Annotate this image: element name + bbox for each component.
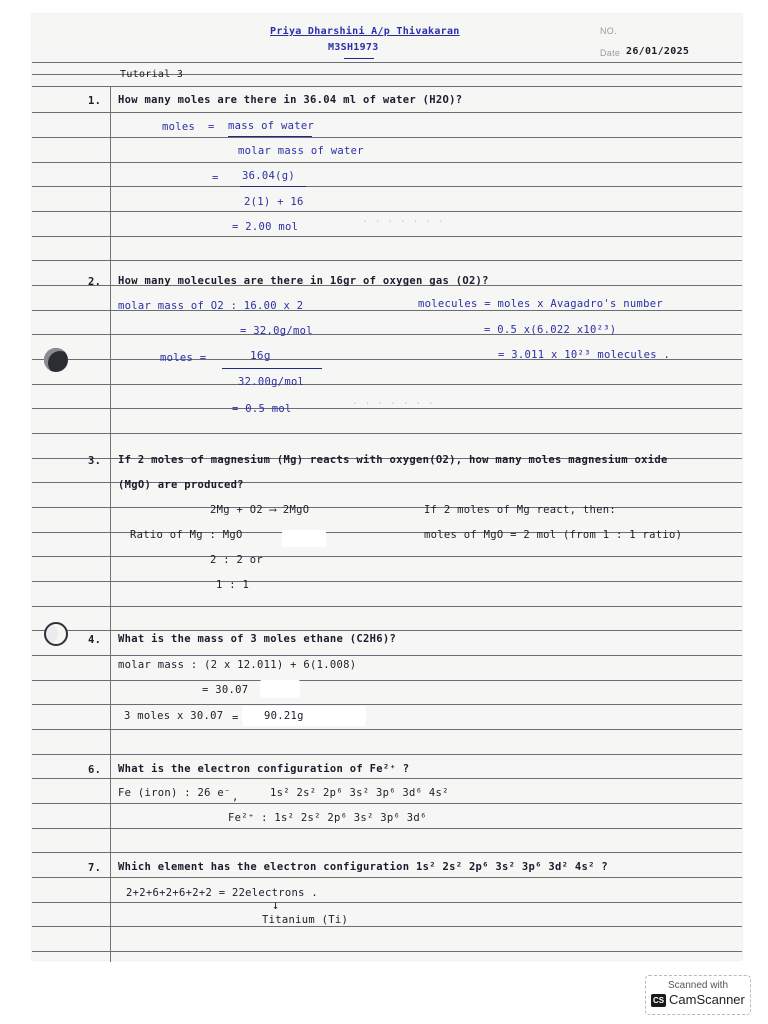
margin-line [110,86,111,962]
answer-line: moles of MgO = 2 mol (from 1 : 1 ratio) [424,529,683,541]
answer-line: 1 : 1 [216,579,250,591]
student-name: Priya Dharshini A/p Thivakaran [270,26,460,37]
ruled-line [32,186,742,187]
ruled-line [32,754,742,755]
ruled-line [32,852,742,853]
answer-line: = 3.011 x 10²³ molecules . [498,349,671,361]
student-id: M3SH1973 [328,42,379,53]
answer-line: = 0.5 x(6.022 x10²³) [484,324,617,336]
ruled-line [32,556,742,557]
ruled-line [32,384,742,385]
answer-line: Fe²⁺ : 1s² 2s² 2p⁶ 3s² 3p⁶ 3d⁶ [228,812,427,824]
ruled-line [32,211,742,212]
question-number: 7. [88,862,102,874]
question-text: (MgO) are produced? [118,479,244,491]
ruled-line [32,162,742,163]
answer-line: = [232,712,239,724]
blank-patch [242,706,366,726]
answer-line: 2Mg + O2 ⟶ 2MgO [210,504,310,516]
answer-line: = 32.0g/mol [240,325,313,337]
answer-line: = 30.07 [202,684,249,696]
camscanner-watermark [645,975,751,1015]
date-value: 26/01/2025 [626,46,690,57]
answer-line: 32.00g/mol [238,376,305,388]
question-number: 4. [88,634,102,646]
question-text: How many molecules are there in 16gr of oxygen gas (O2)? [118,275,489,287]
blank-patch [260,680,300,698]
question-number: 6. [88,764,102,776]
answer-line: 3 moles x 30.07 [124,710,224,722]
answer-line: mass of water [228,120,315,132]
answer-line: moles = [160,352,207,364]
answer-line: moles [162,121,196,133]
notebook-page [32,14,742,960]
date-label: Date [600,48,621,58]
answer-line: molar mass : (2 x 12.011) + 6(1.008) [118,659,357,671]
ruled-line [32,655,742,656]
ruled-line [32,236,742,237]
answer-line: = [212,172,219,184]
no-label: NO. [600,26,617,36]
answer-line: 2 : 2 or [210,554,263,566]
question-text: How many moles are there in 36.04 ml of water (H2O)? [118,94,463,106]
answer-line: 90.21g [264,710,304,722]
ruled-line [32,902,742,903]
punch-hole [44,622,68,646]
camscanner-label: CamScanner [669,992,745,1007]
answer-line: molar mass of water [238,145,364,157]
bleed-through: . . . . . . . [362,214,445,225]
answer-line: 2+2+6+2+6+2+2 = 22electrons . [126,887,319,899]
answer-line: molecules = moles x Avagadro's number [418,298,663,310]
ruled-line [32,112,742,113]
answer-line: Titanium (Ti) [262,914,349,926]
question-text: Which element has the electron configuration 1s² 2s² 2p⁶ 3s² 3p⁶ 3d² 4s² ? [118,861,608,873]
question-number: 1. [88,95,102,107]
question-text: If 2 moles of magnesium (Mg) reacts with oxygen(O2), how many moles magnesium oxide [118,454,668,466]
ruled-line [32,803,742,804]
bleed-through: . . . . . . . [352,396,435,407]
question-text: What is the electron configuration of Fe²⁺ ? [118,763,410,775]
answer-line: , [232,791,239,803]
ruled-line [32,951,742,952]
ruled-line [32,334,742,335]
answer-line: 1s² 2s² 2p⁶ 3s² 3p⁶ 3d⁶ 4s² [270,787,449,799]
ruled-line [32,729,742,730]
answer-line: = 0.5 mol [232,403,292,415]
down-arrow-icon: ↓ [272,898,280,912]
page-title: Tutorial 3 [120,69,184,80]
question-number: 2. [88,276,102,288]
ruled-line [32,86,742,87]
ruled-line [32,704,742,705]
fraction-bar [228,136,312,137]
answer-line: Ratio of Mg : MgO [130,529,243,541]
ruled-line [32,828,742,829]
ruled-line [32,680,742,681]
ruled-line [32,581,742,582]
ruled-line [32,408,742,409]
answer-line: Fe (iron) : 26 e⁻ [118,787,231,799]
answer-line: = [208,121,215,133]
id-underline [344,58,374,59]
answer-line: 36.04(g) [242,170,295,182]
camscanner-logo-icon: CS [652,996,665,1005]
scanned-with-label: Scanned with [667,980,729,991]
answer-line: molar mass of O2 : 16.00 x 2 [118,300,304,312]
ruled-line [32,62,742,63]
ruled-line [32,137,742,138]
question-text: What is the mass of 3 moles ethane (C2H6)? [118,633,397,645]
ruled-line [32,926,742,927]
ruled-line [32,630,742,631]
answer-line: = 2.00 mol [232,221,299,233]
answer-line: 2(1) + 16 [244,196,304,208]
ruled-line [32,877,742,878]
ruled-line [32,507,742,508]
answer-line: 16g [250,349,271,362]
fraction-bar [240,186,306,187]
ruled-line [32,433,742,434]
ruled-line [32,606,742,607]
ruled-line [32,260,742,261]
ruled-line [32,778,742,779]
question-number: 3. [88,455,102,467]
answer-line: If 2 moles of Mg react, then: [424,504,617,516]
blank-patch [282,530,326,547]
fraction-bar [222,368,322,369]
punch-hole [44,348,68,372]
